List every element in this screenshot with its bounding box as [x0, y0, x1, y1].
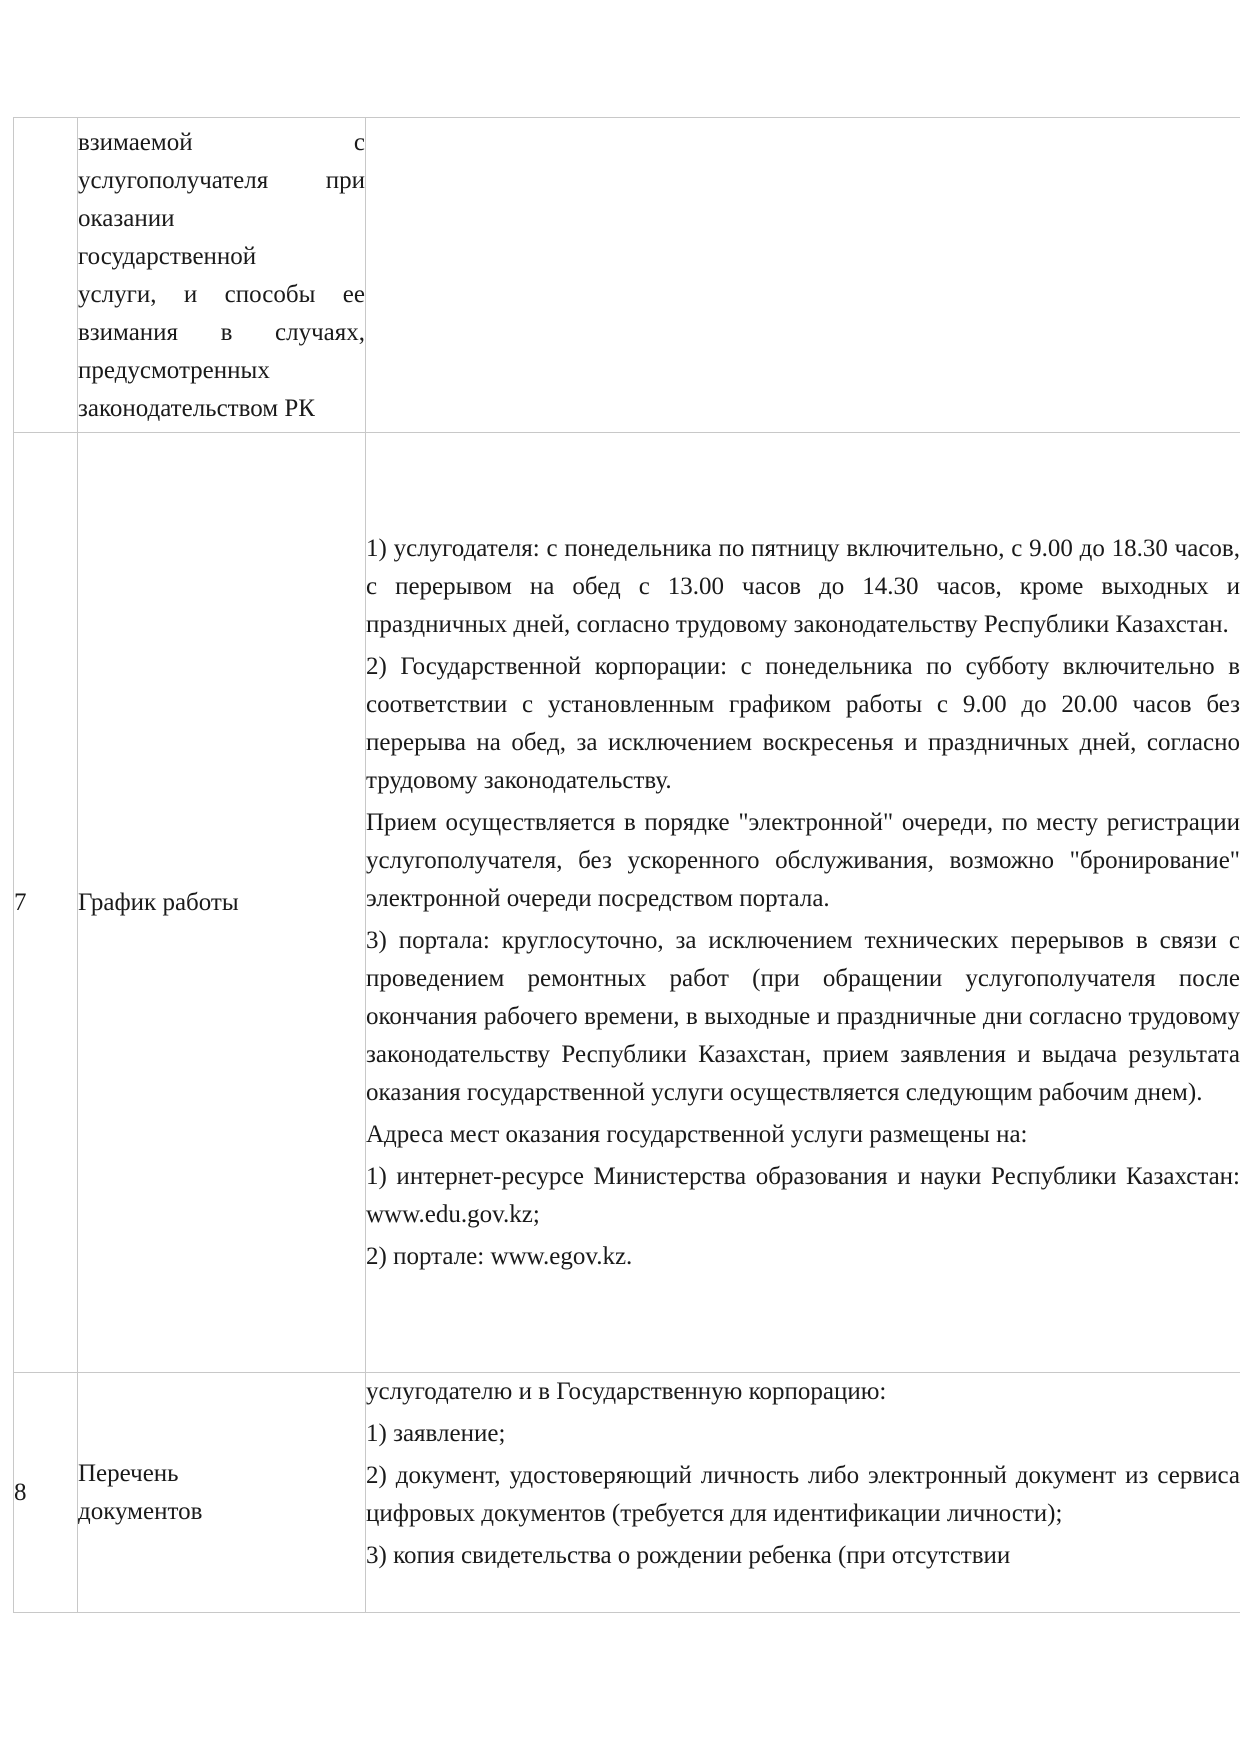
name-line: взимаемой с: [78, 129, 365, 156]
row-name: График работы: [78, 433, 366, 1373]
row-name: Перечень документов: [78, 1373, 366, 1613]
row-number: 7: [14, 433, 78, 1373]
content-paragraph: 1) услугодателя: с понедельника по пятницу включительно, с 9.00 до 18.30 часов, с перерывом на обед с 13.00 часов до 14.30 часов, кроме выходных и праздничных дней, согласно трудовому законодательству Республики Казахстан.: [366, 534, 1240, 638]
name-line: услугополучателя при: [78, 167, 365, 194]
name-line: услуги, и способы ее: [78, 281, 365, 308]
row-content: [366, 1373, 1240, 1613]
services-table: [13, 117, 1240, 1613]
row-content: [366, 118, 1240, 433]
table-row: [14, 433, 1240, 1373]
row-number: [14, 118, 78, 433]
content-paragraph: Адреса мест оказания государственной услуги размещены на:: [366, 1120, 1028, 1148]
content-paragraph: 1) интернет-ресурсе Министерства образования и науки Республики Казахстан: www.edu.gov.kz;: [366, 1162, 1240, 1228]
content-paragraph: 3) портала: круглосуточно, за исключением технических перерывов в связи с проведением ремонтных работ (при обращении услугополучателя после окончания рабочего времени, в выходные и праздничные дни согласно трудовому законодательству Республики Казахстан, прием заявления и выдача результата оказания государственной услуги осуществляется следующим рабочим днем).: [366, 926, 1240, 1106]
content-paragraph: 2) документ, удостоверяющий личность либо электронный документ из сервиса цифровых документов (требуется для идентификации личности);: [366, 1462, 1240, 1527]
content-paragraph: 3) копия свидетельства о рождении ребенка (при отсутствии: [366, 1542, 1011, 1569]
name-line: взимания в случаях,: [78, 319, 365, 346]
name-line: законодательством РК: [78, 395, 315, 422]
content-paragraph: 2) портале: www.egov.kz.: [366, 1242, 633, 1270]
row-content: [366, 433, 1240, 1373]
name-line: оказании: [78, 205, 175, 232]
name-line: предусмотренных: [78, 357, 270, 384]
content-paragraph: Прием осуществляется в порядке "электронной" очереди, по месту регистрации услугополучателя, без ускоренного обслуживания, возможно "бронирование" электронной очереди посредством портала.: [366, 808, 1240, 912]
table-row: [14, 1373, 1240, 1613]
table-row: [14, 118, 1240, 433]
content-paragraph: услугодателю и в Государственную корпорацию:: [366, 1378, 887, 1405]
row-name-lines: [78, 118, 365, 432]
row-name: [78, 118, 366, 433]
name-line: государственной: [78, 243, 257, 270]
content-paragraph: 2) Государственной корпорации: с понедельника по субботу включительно в соответствии с установленным графиком работы с 9.00 до 20.00 часов без перерыва на обед, за исключением воскресенья и праздничных дней, согласно трудовому законодательству.: [366, 652, 1240, 794]
content-paragraph: 1) заявление;: [366, 1420, 506, 1447]
row-number: 8: [14, 1373, 78, 1613]
